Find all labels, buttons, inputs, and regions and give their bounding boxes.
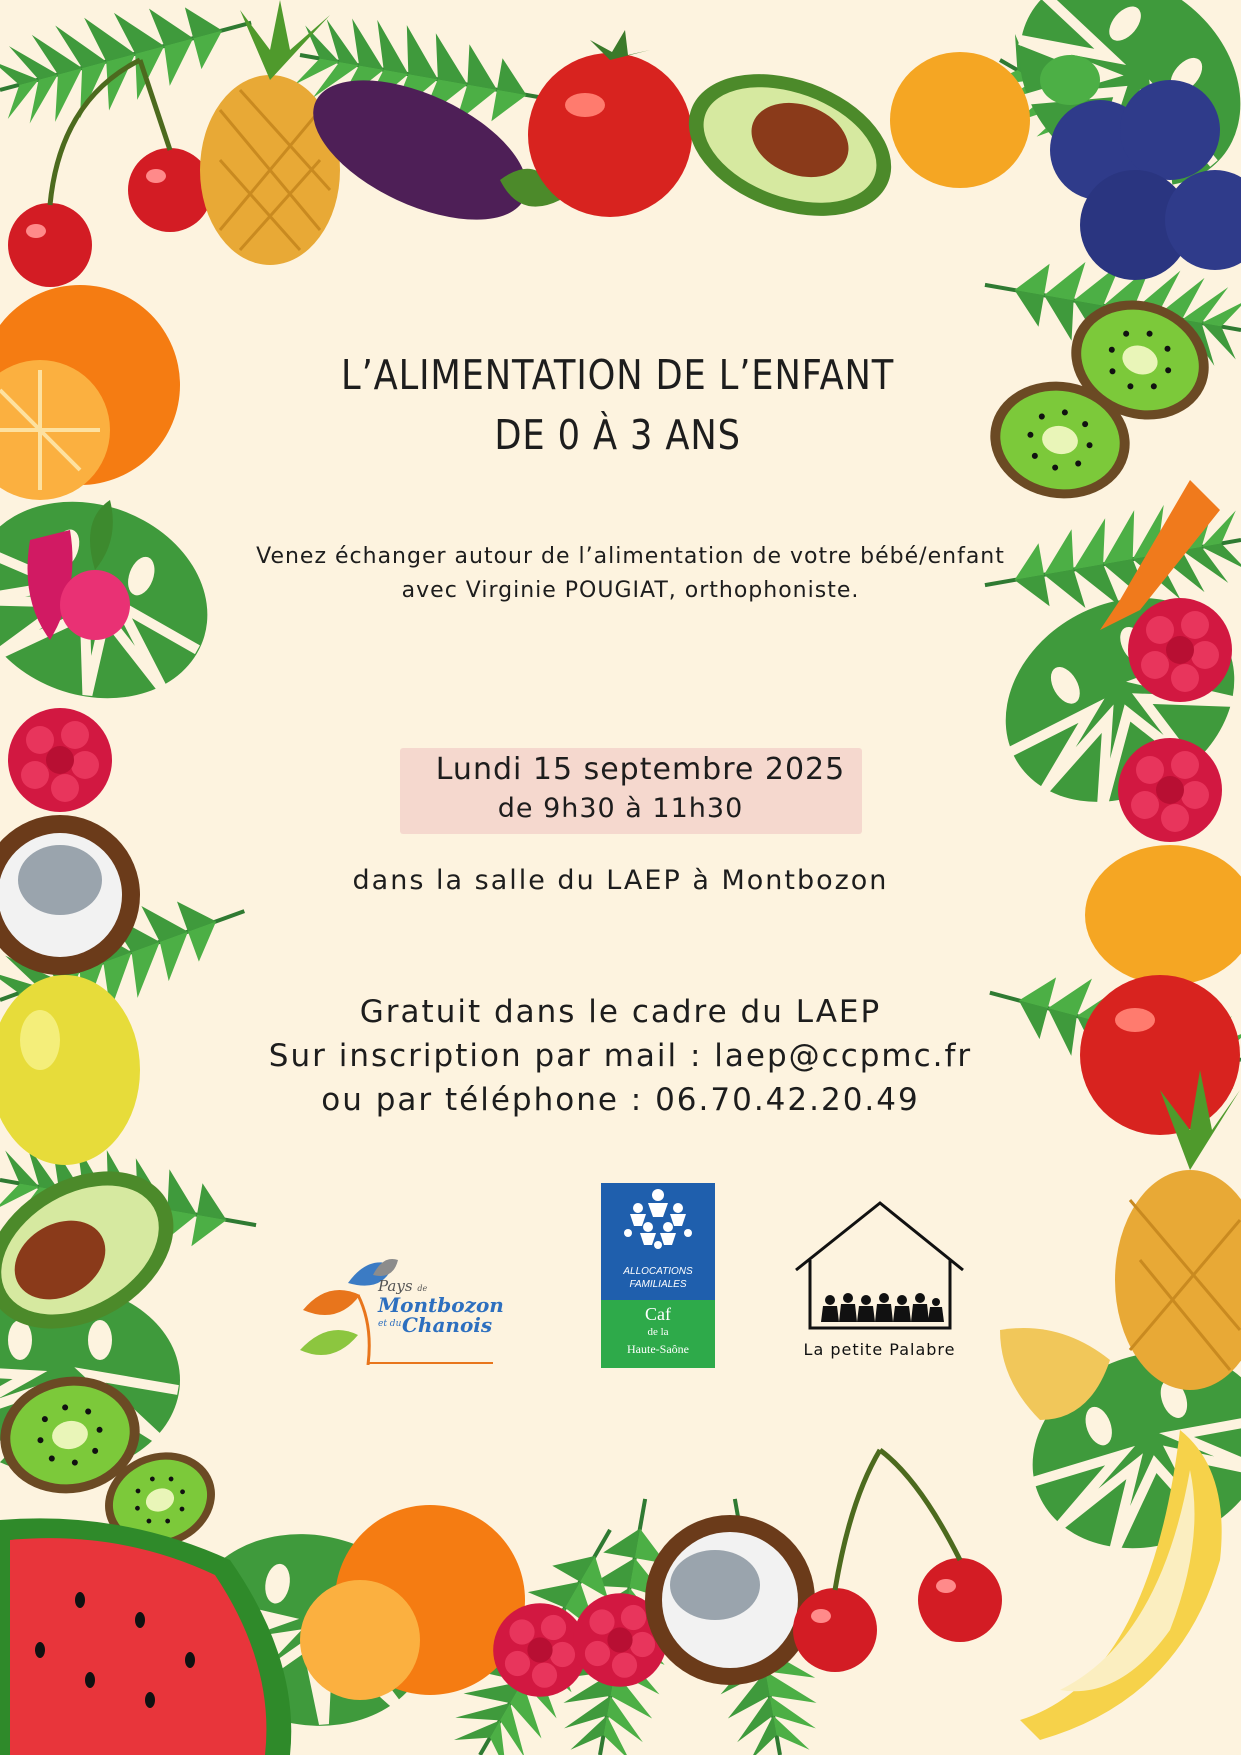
caf-department: Haute-Saône [627,1342,689,1356]
pays-montbozon: Montbozon [378,1293,504,1317]
pays-de: de [417,1284,428,1293]
caf-blue-panel [601,1183,715,1300]
caf-line-allocations: ALLOCATIONS [623,1266,693,1277]
info-free: Gratuit dans le cadre du LAEP [359,994,882,1030]
event-date: Lundi 15 septembre 2025 [435,752,846,787]
caf-green-panel [601,1300,715,1368]
title-line-1: L’ALIMENTATION DE L’ENFANT [341,351,895,399]
intro-line-1: Venez échanger autour de l’alimentation de votre bébé/enfant [256,544,1005,569]
title-line-2: DE 0 À 3 ANS [494,411,741,459]
palabre-name: La petite Palabre [803,1340,956,1359]
caf-logo [601,1183,715,1368]
caf-line-familiales: FAMILIALES [629,1279,687,1290]
pays-montbozon-logo [298,1255,508,1365]
info-email: Sur inscription par mail : laep@ccpmc.fr [268,1038,973,1074]
info-phone: ou par téléphone : 06.70.42.20.49 [321,1082,920,1118]
house-icon [792,1200,967,1330]
intro-line-2: avec Virginie POUGIAT, orthophoniste. [401,578,860,603]
event-time: de 9h30 à 11h30 [497,793,744,824]
registration-info [0,990,1241,1122]
pays-etdu: et du [378,1319,402,1329]
caf-family-icon [601,1183,715,1263]
flyer-title [84,345,1151,465]
caf-name: Caf [645,1304,671,1324]
intro-text [10,540,1241,608]
event-place: dans la salle du LAEP à Montbozon [352,865,889,896]
caf-de-la: de la [647,1326,669,1338]
petite-palabre-logo [792,1200,967,1368]
pays-label: Pays [378,1277,413,1295]
pays-chanois: Chanois [402,1313,493,1337]
